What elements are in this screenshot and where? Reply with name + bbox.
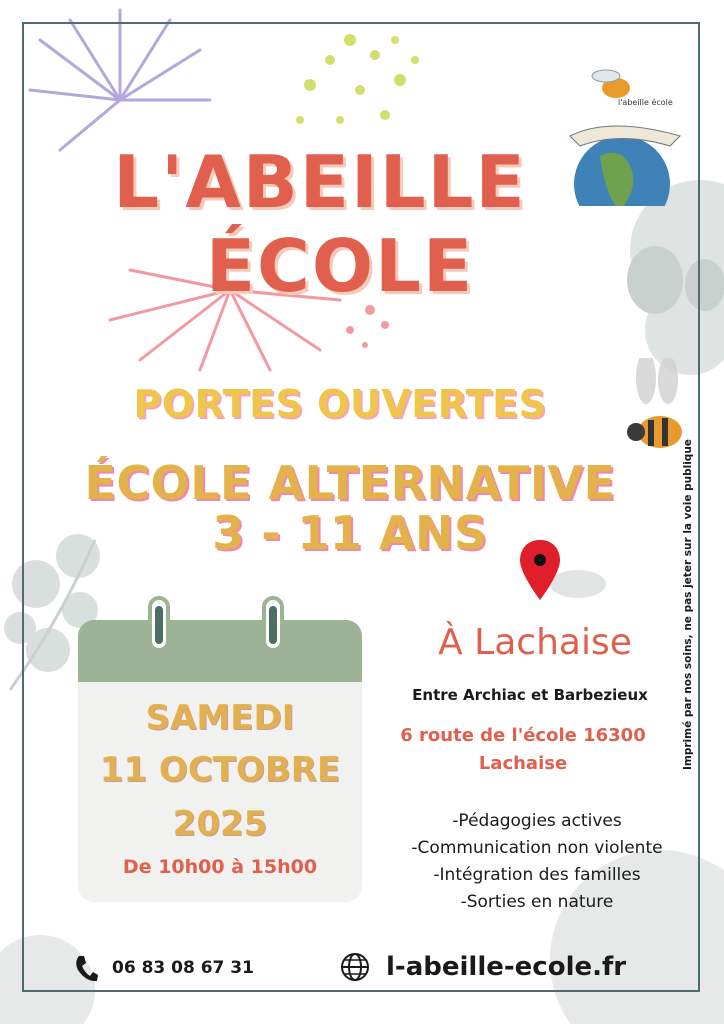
portes-ouvertes-heading: PORTES OUVERTES	[133, 382, 547, 426]
phone-icon	[74, 954, 98, 982]
list-item: -Sorties en nature	[460, 892, 614, 912]
bee-icon	[618, 358, 688, 458]
event-date: 11 OCTOBRE	[99, 750, 341, 790]
town-name: À Lachaise	[438, 622, 632, 663]
website-link[interactable]: l-abeille-ecole.fr	[386, 952, 627, 982]
ecole-alternative-heading: ÉCOLE ALTERNATIVE	[84, 456, 616, 510]
title-line-1: L'ABEILLE	[113, 140, 527, 224]
address	[378, 722, 668, 778]
age-range-heading: 3 - 11 ANS	[212, 506, 488, 560]
globe-icon	[340, 952, 370, 982]
event-year: 2025	[172, 804, 268, 844]
map-pin-icon	[520, 540, 610, 610]
list-item: -Pédagogies actives	[452, 811, 622, 831]
address-line-1: 6 route de l'école 16300	[400, 725, 646, 746]
list-item: -Intégration des familles	[433, 865, 641, 885]
list-item: -Communication non violente	[411, 838, 663, 858]
title-line-2: ÉCOLE	[205, 224, 475, 308]
event-day: SAMEDI	[145, 698, 295, 738]
event-hours: De 10h00 à 15h00	[122, 856, 318, 878]
location-between: Entre Archiac et Barbezieux	[412, 686, 648, 704]
legal-notice: Imprimé par nos soins, ne pas jeter sur la voie publique	[682, 439, 694, 770]
features-list	[382, 808, 692, 916]
phone-number[interactable]: 06 83 08 67 31	[112, 958, 254, 978]
address-line-2: Lachaise	[478, 753, 568, 774]
logo-name: l'abeille école	[618, 98, 673, 107]
